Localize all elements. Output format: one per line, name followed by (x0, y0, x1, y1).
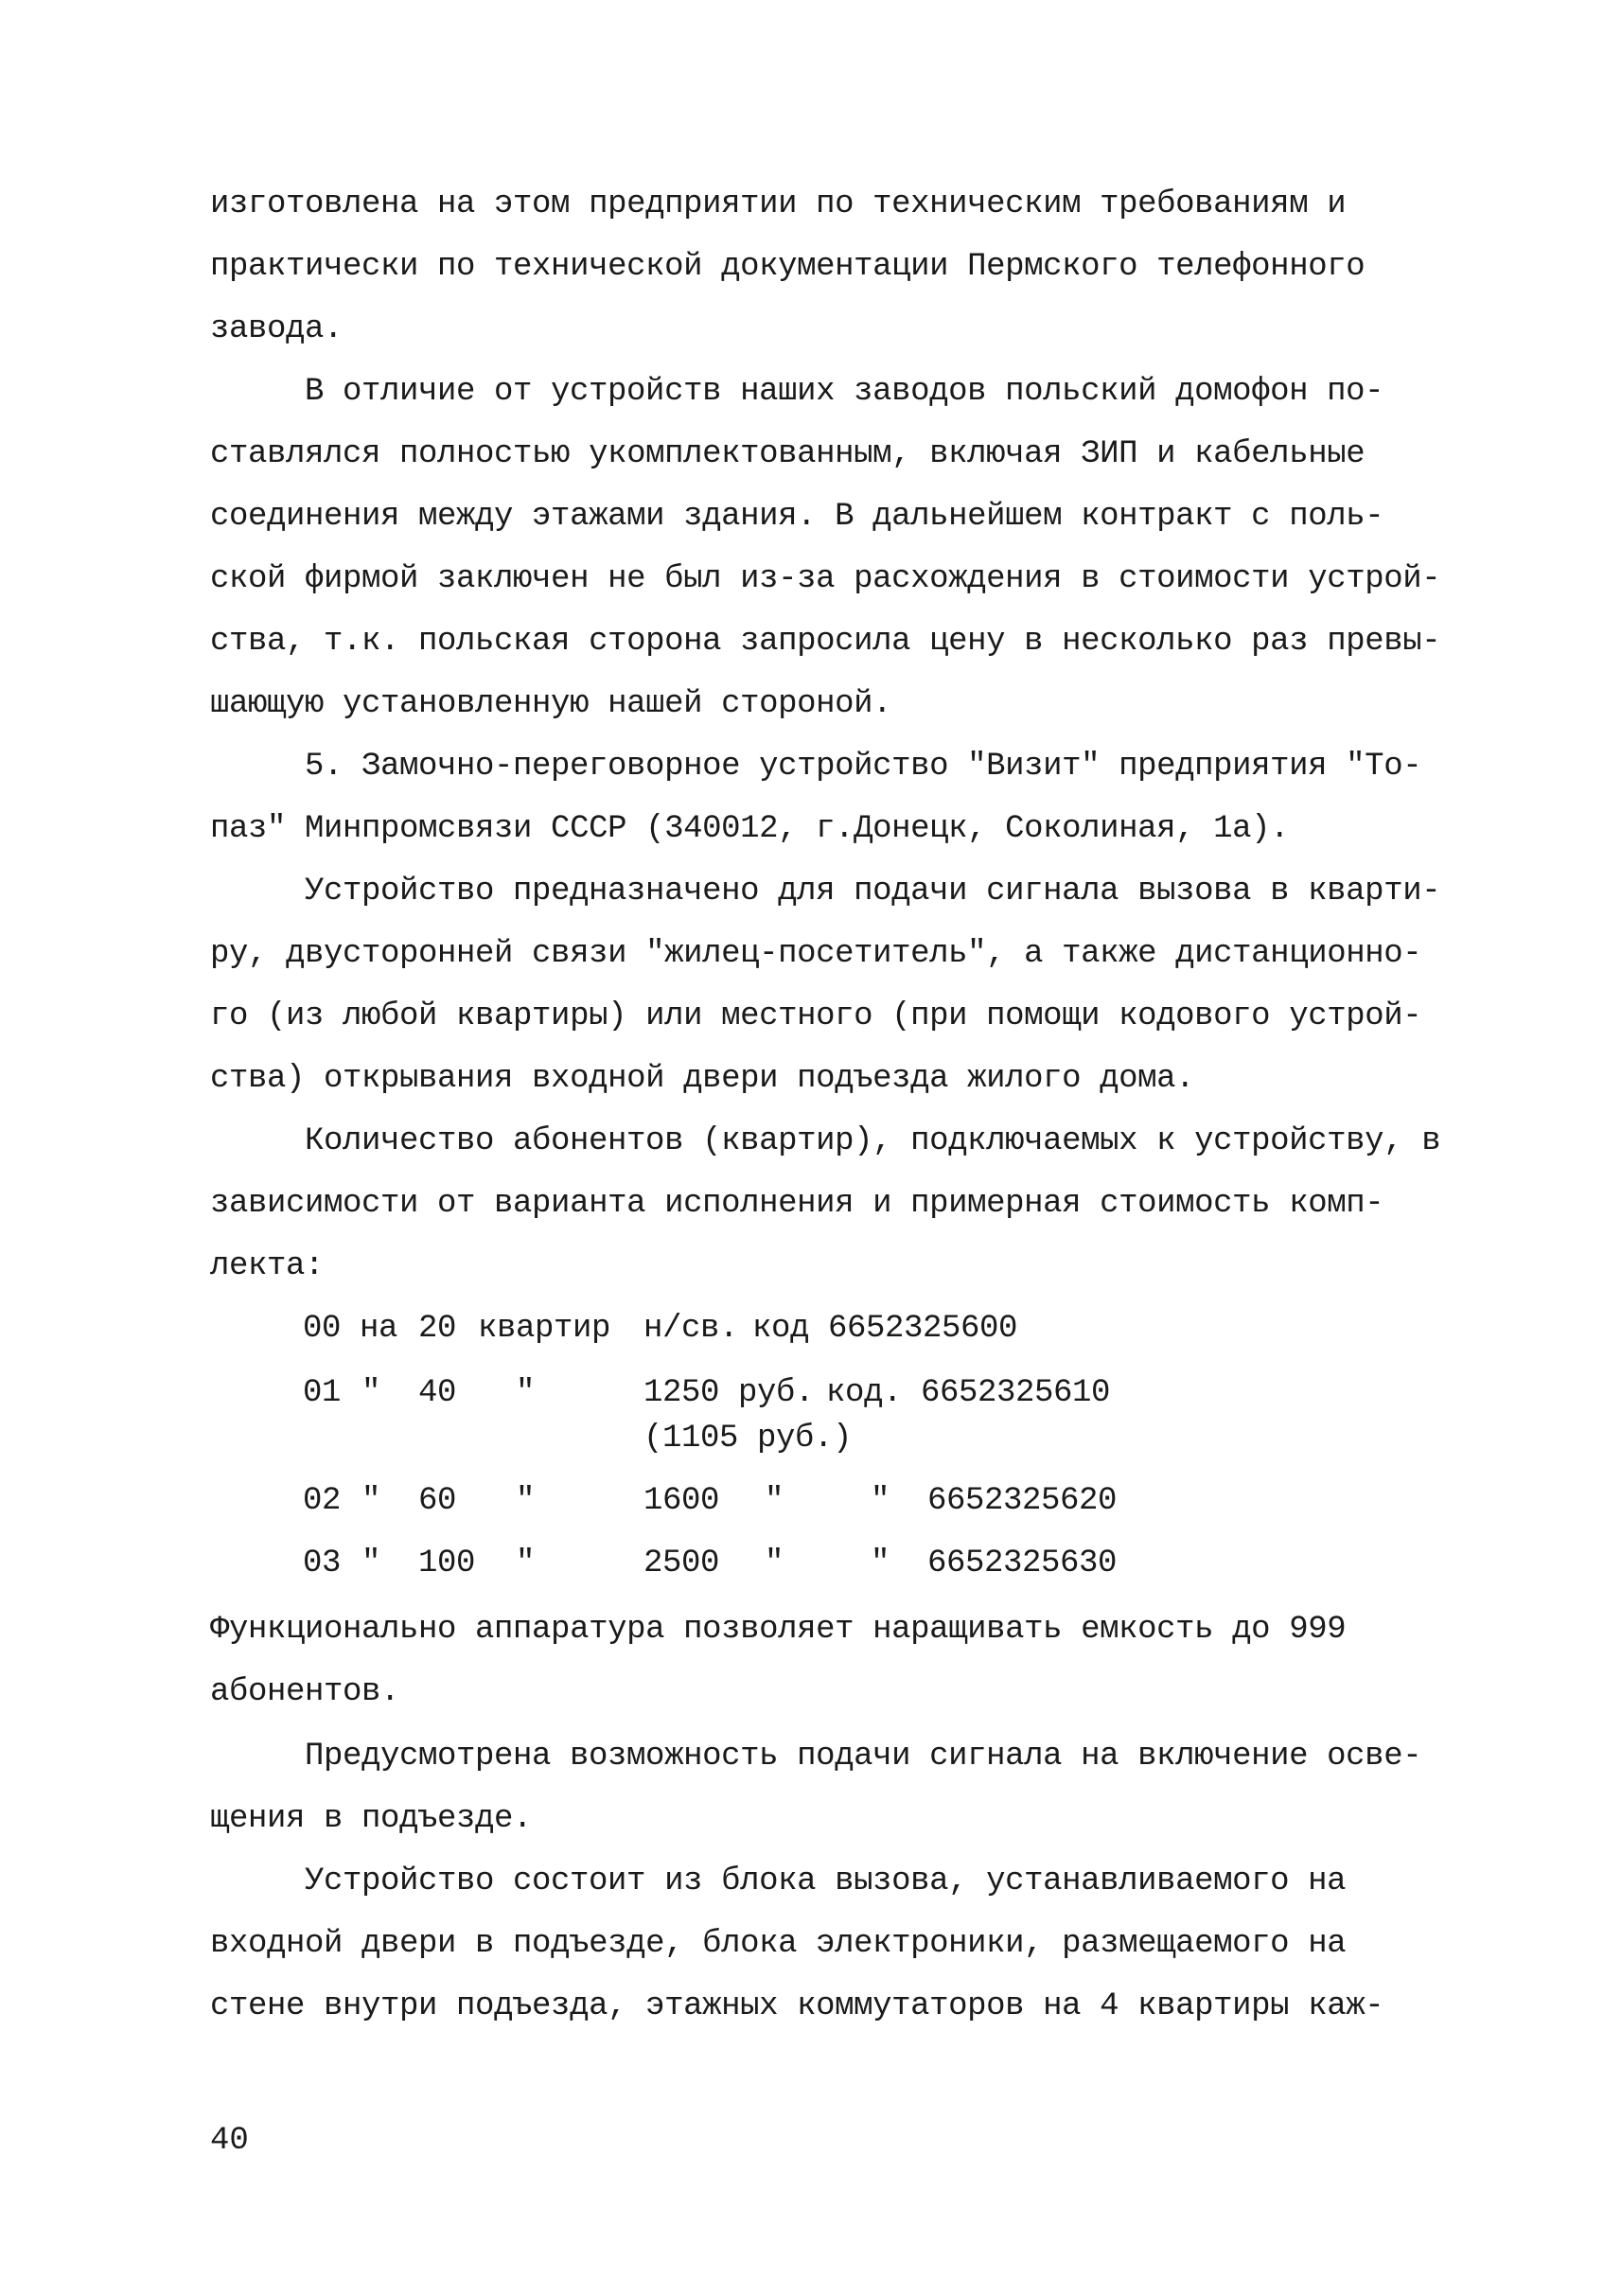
text-line: практически по технической документации Пермского телефонного (210, 249, 1366, 285)
text-line: лекта: (210, 1248, 325, 1284)
table-cell-unit: " (516, 1375, 536, 1411)
table-cell-price: 1250 руб. (643, 1375, 815, 1411)
table-cell-unit: " (516, 1545, 536, 1581)
table-cell-variant: 00 (303, 1311, 342, 1347)
table-cell-variant: 03 (303, 1545, 342, 1581)
text-line: 5. Замочно-переговорное устройство "Визит" предприятия "То- (305, 749, 1422, 785)
table-cell-code: 6652325630 (927, 1545, 1118, 1581)
text-line: Количество абонентов (квартир), подключаемых к устройству, в (305, 1123, 1441, 1159)
text-line: го (из любой квартиры) или местного (при помощи кодового устрой- (210, 998, 1422, 1034)
table-cell-price-ditto: " (765, 1545, 784, 1581)
table-cell-prep: " (361, 1545, 381, 1581)
text-line: В отличие от устройств наших заводов польский домофон по- (305, 374, 1384, 410)
table-cell-count: 60 (418, 1483, 457, 1519)
table-cell-code: код. 6652325610 (826, 1375, 1111, 1411)
table-cell-prep: на (360, 1311, 398, 1347)
text-line: Предусмотрена возможность подачи сигнала на включение осве- (305, 1739, 1422, 1775)
table-cell-count: 100 (418, 1545, 476, 1581)
text-line: абонентов. (210, 1674, 400, 1710)
text-line: завода. (210, 311, 344, 347)
text-line: зависимости от варианта исполнения и примерная стоимость комп- (210, 1186, 1384, 1222)
text-line: Устройство состоит из блока вызова, устанавливаемого на (305, 1863, 1347, 1899)
table-cell-count: 40 (418, 1375, 457, 1411)
table-cell-variant: 01 (303, 1375, 342, 1411)
page-number: 40 (210, 2123, 249, 2159)
table-cell-price: н/св. (643, 1311, 739, 1347)
text-line: изготовлена на этом предприятии по техническим требованиям и (210, 186, 1347, 222)
text-line: стене внутри подъезда, этажных коммутаторов на 4 квартиры каж- (210, 1988, 1384, 2024)
text-line: ства, т.к. польская сторона запросила цену в несколько раз превы- (210, 624, 1441, 660)
text-line: Функционально аппаратура позволяет наращивать емкость до 999 (210, 1612, 1347, 1648)
table-cell-price: 1600 (643, 1483, 720, 1519)
table-cell-variant: 02 (303, 1483, 342, 1519)
text-line: шающую установленную нашей стороной. (210, 686, 892, 722)
table-cell-code-ditto: " (871, 1483, 890, 1519)
table-cell-unit: квартир (478, 1311, 611, 1347)
text-line: входной двери в подъезде, блока электроники, размещаемого на (210, 1926, 1347, 1962)
table-cell-price-ditto: " (765, 1483, 784, 1519)
table-cell-price: 2500 (643, 1545, 720, 1581)
table-cell-count: 20 (418, 1311, 457, 1347)
text-line: паз" Минпромсвязи СССР (340012, г.Донецк, Соколиная, 1а). (210, 811, 1290, 847)
text-line: Устройство предназначено для подачи сигнала вызова в кварти- (305, 874, 1441, 910)
text-line: ства) открывания входной двери подъезда жилого дома. (210, 1061, 1195, 1097)
table-cell-code: код 6652325600 (752, 1311, 1018, 1347)
table-cell-subprice: (1105 руб.) (643, 1421, 853, 1457)
text-line: ской фирмой заключен не был из-за расхождения в стоимости устрой- (210, 561, 1441, 597)
text-line: щения в подъезде. (210, 1801, 533, 1837)
table-cell-unit: " (516, 1483, 536, 1519)
table-cell-code: 6652325620 (927, 1483, 1118, 1519)
text-line: ру, двусторонней связи "жилец-посетитель", а также дистанционно- (210, 936, 1422, 972)
table-cell-prep: " (361, 1483, 381, 1519)
text-line: соединения между этажами здания. В дальнейшем контракт с поль- (210, 499, 1384, 535)
table-cell-code-ditto: " (871, 1545, 890, 1581)
table-cell-prep: " (361, 1375, 381, 1411)
text-line: ставлялся полностью укомплектованным, включая ЗИП и кабельные (210, 436, 1366, 472)
